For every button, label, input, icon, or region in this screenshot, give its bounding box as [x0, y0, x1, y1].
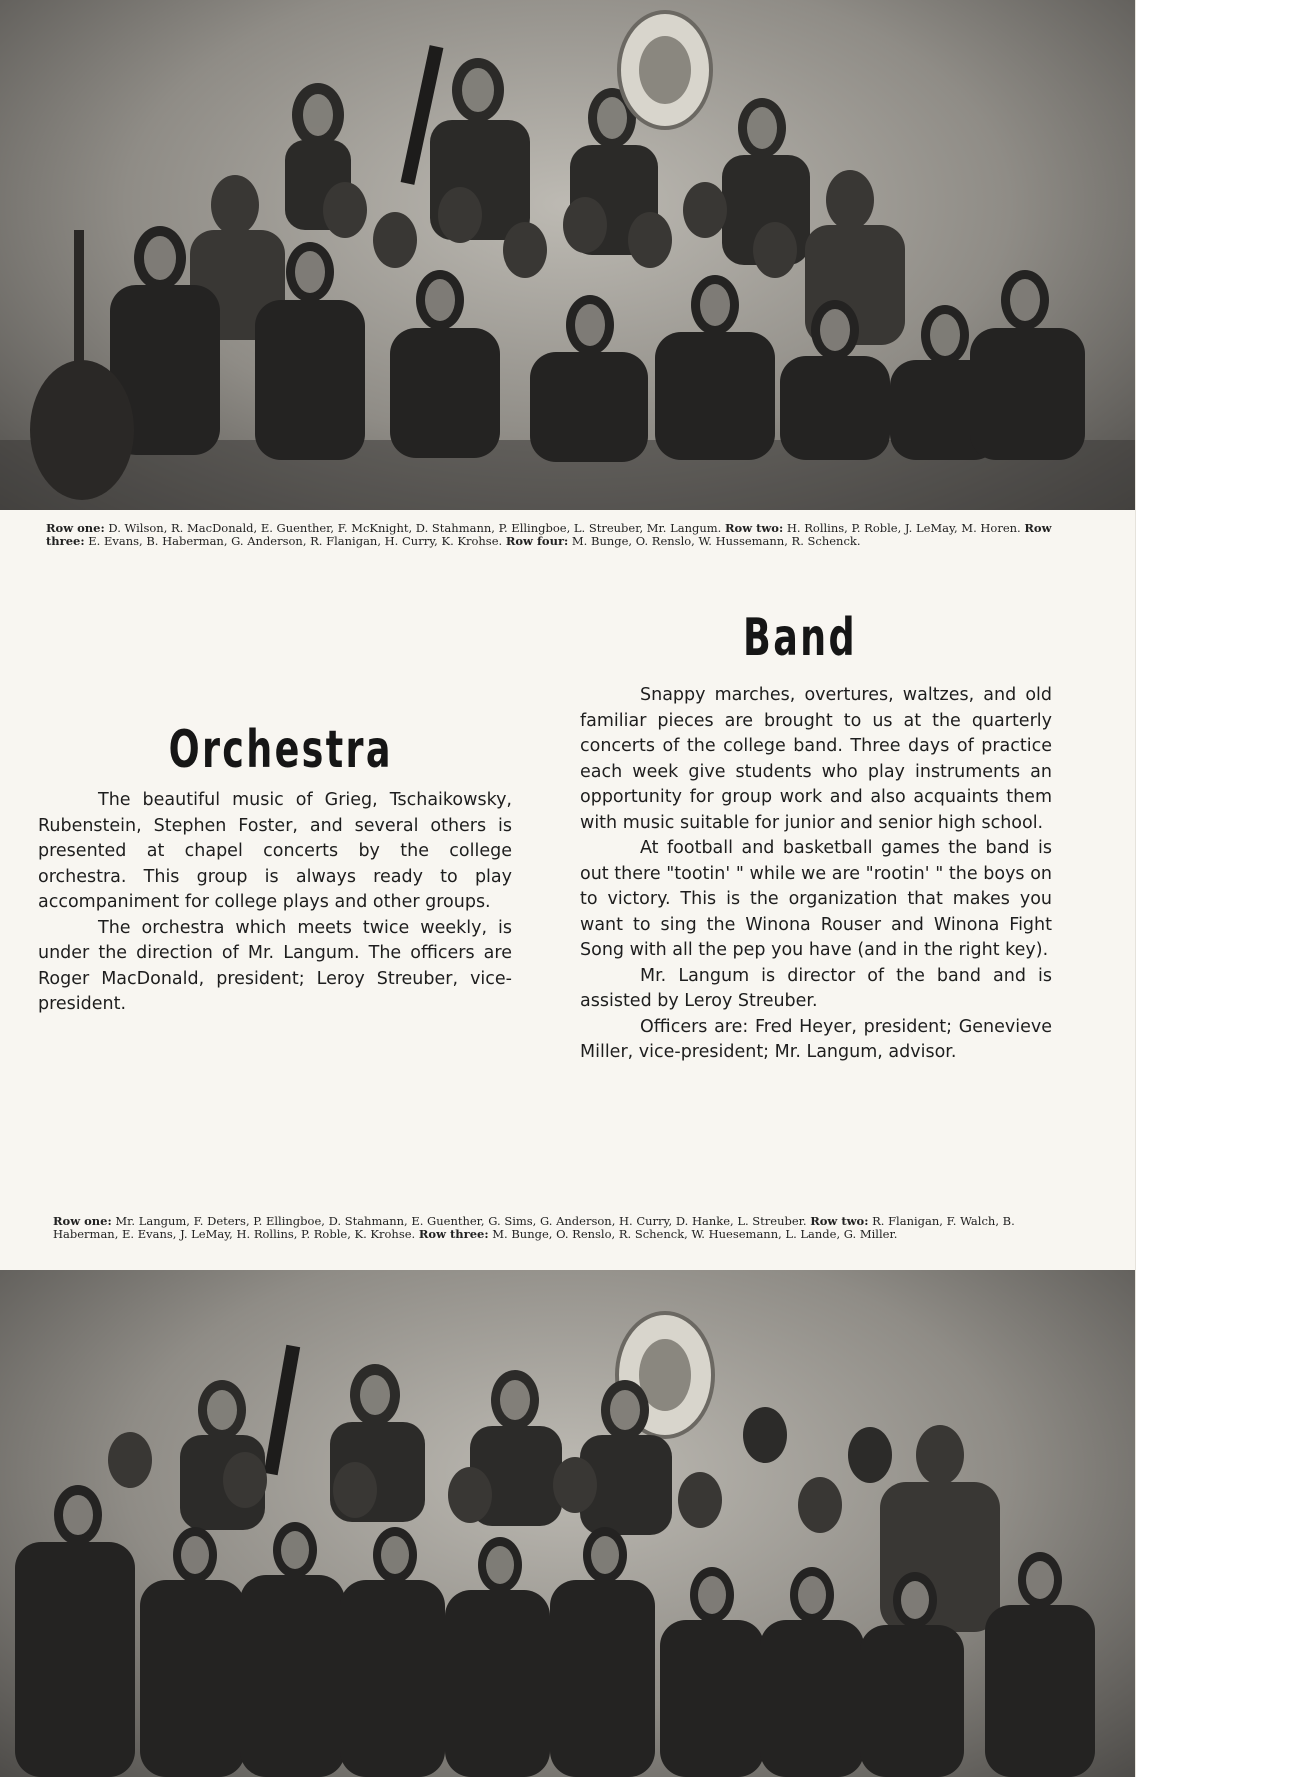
page-margin [1135, 0, 1304, 1777]
orchestra-caption [46, 522, 1054, 548]
orchestra-article [38, 788, 512, 1018]
orchestra-photo-figures [0, 0, 1135, 510]
orchestra-photo [0, 0, 1135, 510]
caption-row-names: M. Bunge, O. Renslo, W. Hussemann, R. Schenck. [571, 534, 861, 548]
band-paragraph: Snappy marches, overtures, waltzes, and old familiar pieces are brought to us at the quarterly concerts of the college band. Three days of practice each week give students who play instruments an opportunity for group work and also acquaints them with music suitable for junior and senior high school. [580, 685, 1052, 833]
band-caption [53, 1215, 1057, 1241]
orchestra-paragraph: The orchestra which meets twice weekly, is under the direction of Mr. Langum. The officers are Roger MacDonald, president; Leroy Streuber, vice-president. [38, 917, 512, 1014]
caption-row-names: R. Flanigan, F. Walch, B. Haberman, E. Evans, J. LeMay, H. Rollins, P. Roble, K. Krohse. [53, 1214, 1015, 1241]
caption-row-label: Row two: [724, 521, 784, 535]
caption-row-names: M. Bunge, O. Renslo, R. Schenck, W. Huesemann, L. Lande, G. Miller. [492, 1227, 898, 1241]
caption-row-label: Row one: [46, 521, 105, 535]
band-paragraph: Officers are: Fred Heyer, president; Genevieve Miller, vice-president; Mr. Langum, advisor. [580, 1016, 1052, 1062]
band-photo-figures [0, 1270, 1135, 1777]
caption-row-names: E. Evans, B. Haberman, G. Anderson, R. Flanigan, H. Curry, K. Krohse. [88, 534, 503, 548]
caption-row-label: Row one: [53, 1214, 112, 1228]
band-paragraph: At football and basketball games the band is out there "tootin' " while we are "rootin' " the boys on to victory. This is the organization that makes you want to sing the Winona Rouser and Winona Fight Song with all the pep you have (and in the right key). [580, 838, 1052, 960]
caption-row-names: Mr. Langum, F. Deters, P. Ellingboe, D. Stahmann, E. Guenther, G. Sims, G. Anderson, H. Curry, D. Hanke, L. Streuber. [115, 1214, 807, 1228]
band-article [580, 683, 1052, 1066]
caption-row-label: Row two: [810, 1214, 869, 1228]
caption-row-label: Row three: [418, 1227, 489, 1241]
band-heading: Band [743, 608, 857, 668]
orchestra-heading: Orchestra [168, 720, 393, 780]
caption-row-names: D. Wilson, R. MacDonald, E. Guenther, F. McKnight, D. Stahmann, P. Ellingboe, L. Streuber, Mr. Langum. [108, 521, 722, 535]
caption-row-label: Row three: [46, 521, 1052, 548]
caption-row-names: H. Rollins, P. Roble, J. LeMay, M. Horen. [786, 521, 1021, 535]
orchestra-paragraph: The beautiful music of Grieg, Tschaikowsky, Rubenstein, Stephen Foster, and several others is presented at chapel concerts by the college orchestra. This group is always ready to play accompaniment for college plays and other groups. [38, 790, 512, 912]
band-paragraph: Mr. Langum is director of the band and is assisted by Leroy Streuber. [580, 965, 1052, 1011]
caption-row-label: Row four: [505, 534, 569, 548]
band-photo [0, 1270, 1135, 1777]
